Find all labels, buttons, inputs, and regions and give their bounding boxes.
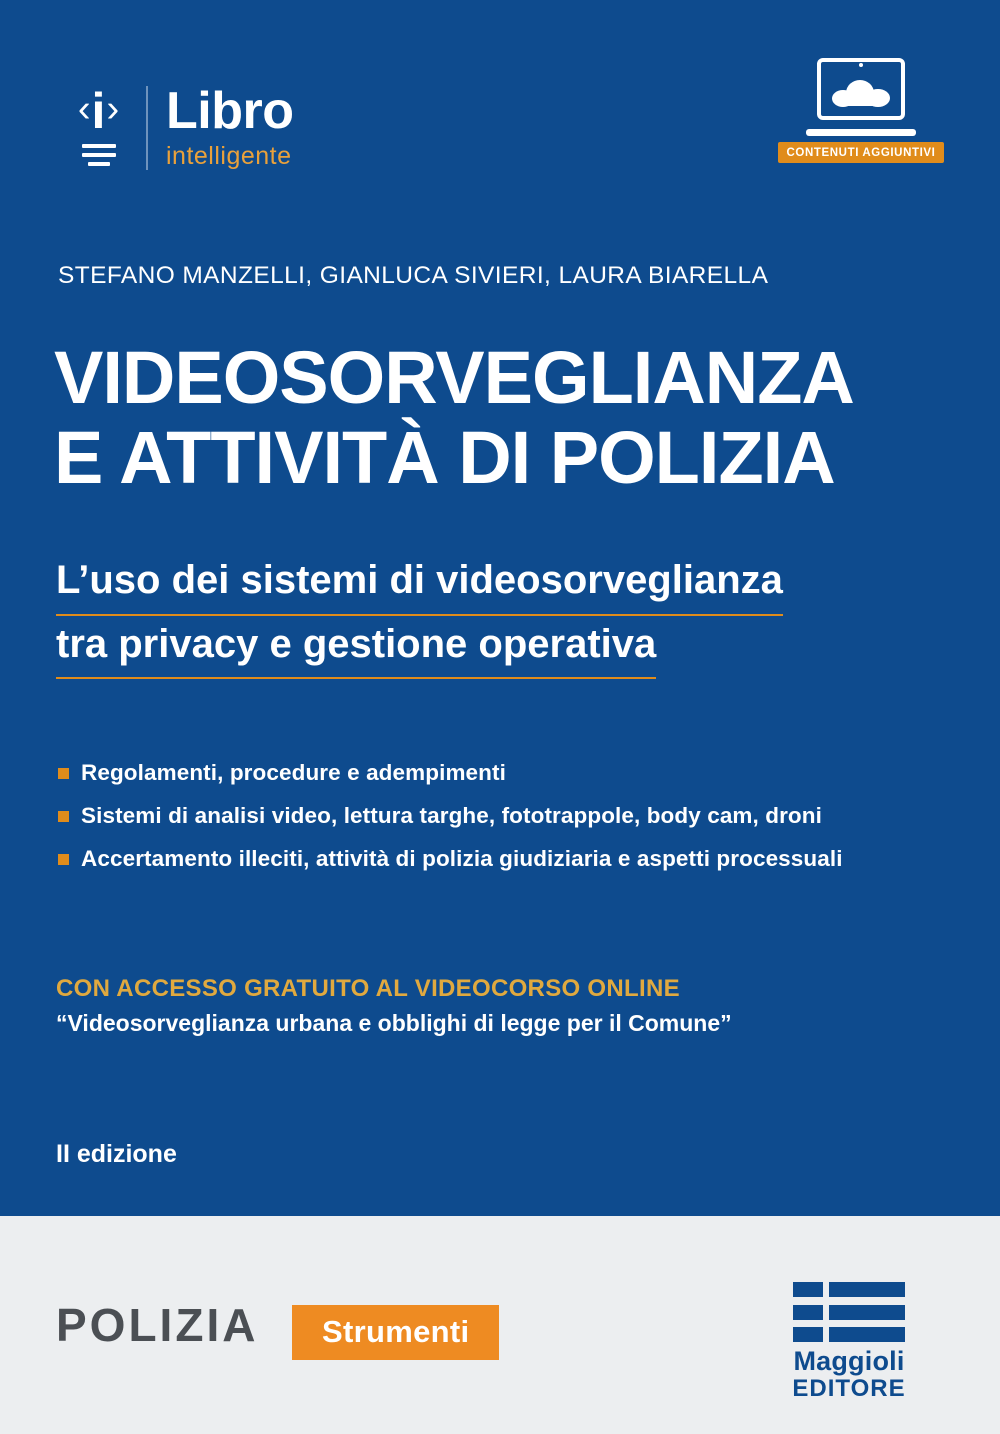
list-item-label: Accertamento illeciti, attività di polizia giudiziaria e aspetti processuali: [81, 846, 843, 871]
square-bullet-icon: [58, 854, 69, 865]
videocourse-block: [56, 975, 936, 1037]
badge-text: [166, 82, 294, 171]
publisher-logo: [754, 1282, 944, 1403]
category-label: POLIZIA: [56, 1299, 259, 1351]
libro-i-icon: [56, 80, 142, 176]
book-title-line2: E ATTIVITÀ DI POLIZIA: [54, 415, 835, 499]
extra-content-badge: [778, 58, 944, 163]
libro-i-glyph: [77, 82, 121, 139]
publisher-name: Maggioli: [793, 1346, 905, 1376]
list-item-label: Sistemi di analisi video, lettura targhe, fototrappole, body cam, droni: [81, 803, 822, 828]
chevron-left-icon: ‹: [77, 87, 92, 130]
book-subtitle-line2: tra privacy e gestione operativa: [56, 616, 656, 680]
edition-label: II edizione: [56, 1140, 177, 1168]
badge-divider: [146, 86, 148, 170]
laptop-cloud-icon: [806, 58, 916, 136]
series-badge: Strumenti: [292, 1305, 499, 1360]
laptop-base-shape: [806, 129, 916, 136]
list-item: [58, 803, 938, 829]
libro-intelligente-badge: [56, 78, 293, 178]
extra-content-label: CONTENUTI AGGIUNTIVI: [778, 142, 944, 163]
book-subtitle-line1: L’uso dei sistemi di videosorveglianza: [56, 552, 783, 616]
square-bullet-icon: [58, 768, 69, 779]
book-subtitle: [56, 552, 916, 679]
cloud-icon: [832, 80, 890, 106]
square-bullet-icon: [58, 811, 69, 822]
maggioli-mark-icon: [793, 1282, 905, 1342]
book-title-line1: VIDEOSORVEGLIANZA: [54, 336, 854, 419]
badge-title: Libro: [166, 82, 294, 141]
authors-line: STEFANO MANZELLI, GIANLUCA SIVIERI, LAURA BIARELLA: [58, 262, 769, 289]
list-item: [58, 846, 938, 872]
laptop-camera-dot: [859, 63, 863, 67]
list-item-label: Regolamenti, procedure e adempimenti: [81, 760, 506, 785]
letter-i: i: [91, 82, 107, 139]
list-item: [58, 760, 938, 786]
feature-list: [58, 760, 938, 889]
book-title: [54, 338, 954, 498]
videocourse-name: “Videosorveglianza urbana e obblighi di legge per il Comune”: [56, 1010, 732, 1036]
badge-subtitle: intelligente: [166, 142, 292, 171]
publisher-role: EDITORE: [792, 1375, 906, 1403]
videocourse-headline: CON ACCESSO GRATUITO AL VIDEOCORSO ONLINE: [56, 975, 680, 1002]
chevron-right-icon: ›: [106, 87, 121, 130]
text-lines-icon: [82, 144, 116, 171]
